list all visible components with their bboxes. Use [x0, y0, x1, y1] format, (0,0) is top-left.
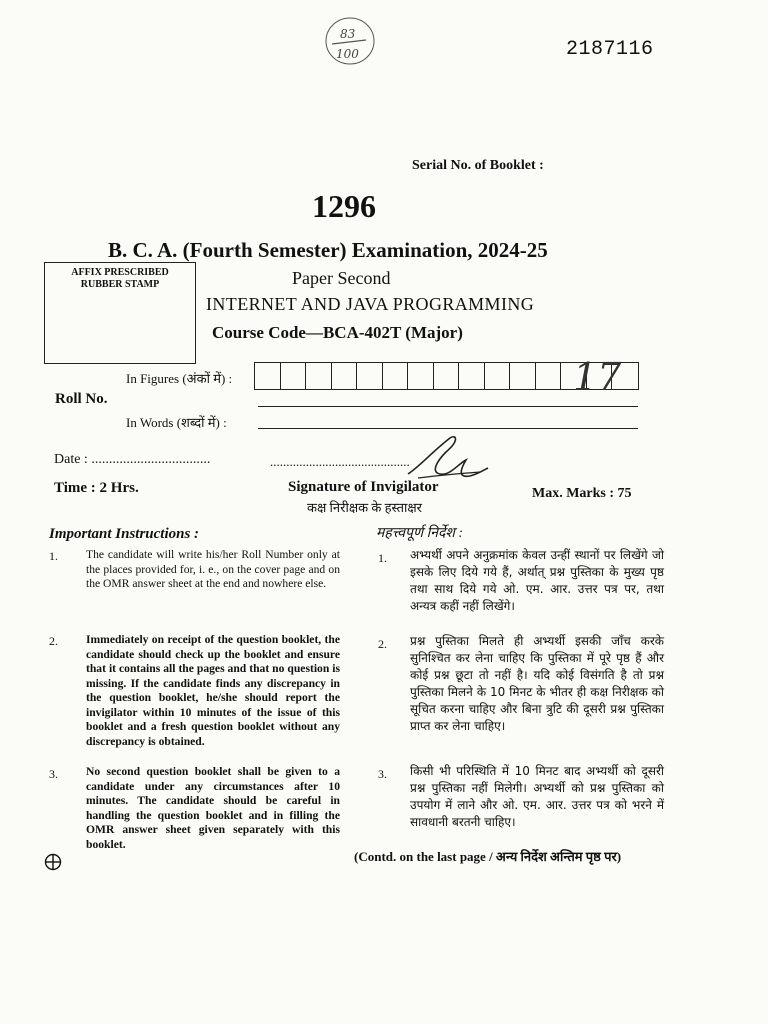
- roll-digit-box[interactable]: [332, 363, 358, 389]
- roll-handwritten-value: 17: [573, 355, 622, 399]
- instruction-hi-3: किसी भी परिस्थिति में 10 मिनट बाद अभ्यर्थी को दूसरी प्रश्न पुस्तिका नहीं मिलेगी। अभ्यर्थी को प्रश्न पुस्तिका को उपयोग में लाने और ओ. एम. आर. उत्तर पत्र को भरने में सावधानी बरतनी चाहिए।: [410, 764, 664, 829]
- marks-top: 83: [340, 27, 356, 41]
- registration-mark-icon: [44, 853, 62, 871]
- time-allowed: Time : 2 Hrs.: [54, 480, 139, 496]
- roll-words-label: In Words (शब्दों में) :: [126, 415, 227, 430]
- marks-bottom: 100: [336, 47, 359, 61]
- paper-number: Paper Second: [292, 268, 391, 288]
- roll-digit-box[interactable]: [485, 363, 511, 389]
- invigilator-signature-line[interactable]: ...........................................: [270, 454, 410, 469]
- roll-digit-box[interactable]: [459, 363, 485, 389]
- roll-digit-box[interactable]: [357, 363, 383, 389]
- continued-note: (Contd. on the last page / अन्य निर्देश अन्तिम पृष्ठ पर): [354, 849, 622, 864]
- instruction-hi-1: अभ्यर्थी अपने अनुक्रमांक केवल उन्हीं स्थानों पर लिखेंगे जो इसके लिए दिये गये हैं, अर्थात् प्रश्न पुस्तिका के मुख्य पृष्ठ तथा साथ दिये गये ओ. एम. आर. उत्तर पत्र पर, तथा अन्यत्र कहीं नहीं लिखेंगे।: [410, 548, 664, 613]
- roll-words-line[interactable]: [258, 428, 638, 429]
- instruction-en-number: 1.: [49, 549, 58, 563]
- instruction-hi-number: 1.: [378, 551, 387, 565]
- roll-digit-box[interactable]: [255, 363, 281, 389]
- instruction-en-2: Immediately on receipt of the question booklet, the candidate should check up the booklet and ensure that it contains all the pages and that no question is missing. If the candidate finds any discrepancy in the question booklet, he/she should report the invigilator within 10 minutes of the issue of this booklet and a fresh question booklet without any discrepancy is obtained.: [86, 633, 340, 748]
- stamp-line-2: RUBBER STAMP: [80, 279, 160, 290]
- instruction-hi-number: 2.: [378, 637, 387, 651]
- instruction-en-number: 2.: [49, 634, 58, 648]
- instruction-en-3: No second question booklet shall be given to a candidate under any circumstances after 10 minutes. The candidate should be careful in handling the question booklet and in filling the OMR answer sheet given separately with this booklet.: [86, 765, 340, 851]
- instructions-heading: Important Instructions :: [49, 526, 200, 542]
- roll-words-line[interactable]: [258, 406, 638, 407]
- handwritten-score-annotation: [322, 14, 378, 68]
- signature-label-hindi: कक्ष निरीक्षक के हस्ताक्षर: [307, 500, 422, 515]
- signature-label: Signature of Invigilator: [288, 479, 439, 495]
- max-marks: Max. Marks : 75: [532, 486, 632, 501]
- roll-no-label: Roll No.: [55, 391, 108, 407]
- roll-figures-label: In Figures (अंकों में) :: [126, 371, 233, 386]
- roll-digit-box[interactable]: [536, 363, 562, 389]
- instruction-hi-number: 3.: [378, 767, 387, 781]
- roll-digit-box[interactable]: [383, 363, 409, 389]
- subject-title: INTERNET AND JAVA PROGRAMMING: [206, 294, 535, 314]
- stamp-line-1: AFFIX PRESCRIBED: [71, 267, 169, 278]
- roll-digit-box[interactable]: [408, 363, 434, 389]
- roll-digit-box[interactable]: [510, 363, 536, 389]
- date-field[interactable]: Date : ..................................: [54, 452, 211, 467]
- roll-digit-box[interactable]: [281, 363, 307, 389]
- serial-number-label: Serial No. of Booklet :: [412, 158, 544, 173]
- instruction-hi-2: प्रश्न पुस्तिका मिलते ही अभ्यर्थी इसकी जाँच करके सुनिश्चित कर लेना चाहिए कि पुस्तिका में पूरे पृष्ठ हैं और कोई प्रश्न छूटा तो नहीं है। यदि कोई विसंगति है तो प्रश्न पुस्तिका मिलने के 10 मिनट के भीतर ही कक्ष निरीक्षक को सूचित करना चाहिए और बिना त्रुटि की दूसरी प्रश्न पुस्तिका प्राप्त कर लेना चाहिए।: [410, 634, 664, 733]
- booklet-number: 2187116: [566, 38, 654, 61]
- course-code: Course Code—BCA-402T (Major): [212, 323, 463, 342]
- instructions-heading-hindi: महत्त्वपूर्ण निर्देश :: [376, 526, 464, 541]
- exam-title: B. C. A. (Fourth Semester) Examination, 2024-25: [108, 238, 548, 262]
- instruction-en-number: 3.: [49, 767, 58, 781]
- instruction-en-1: The candidate will write his/her Roll Number only at the places provided for, i. e., on the cover page and on the OMR answer sheet at the end and nowhere else.: [86, 548, 340, 590]
- roll-digit-box[interactable]: [306, 363, 332, 389]
- roll-digit-box[interactable]: [434, 363, 460, 389]
- rubber-stamp-box: [44, 262, 196, 364]
- paper-code: 1296: [312, 188, 376, 224]
